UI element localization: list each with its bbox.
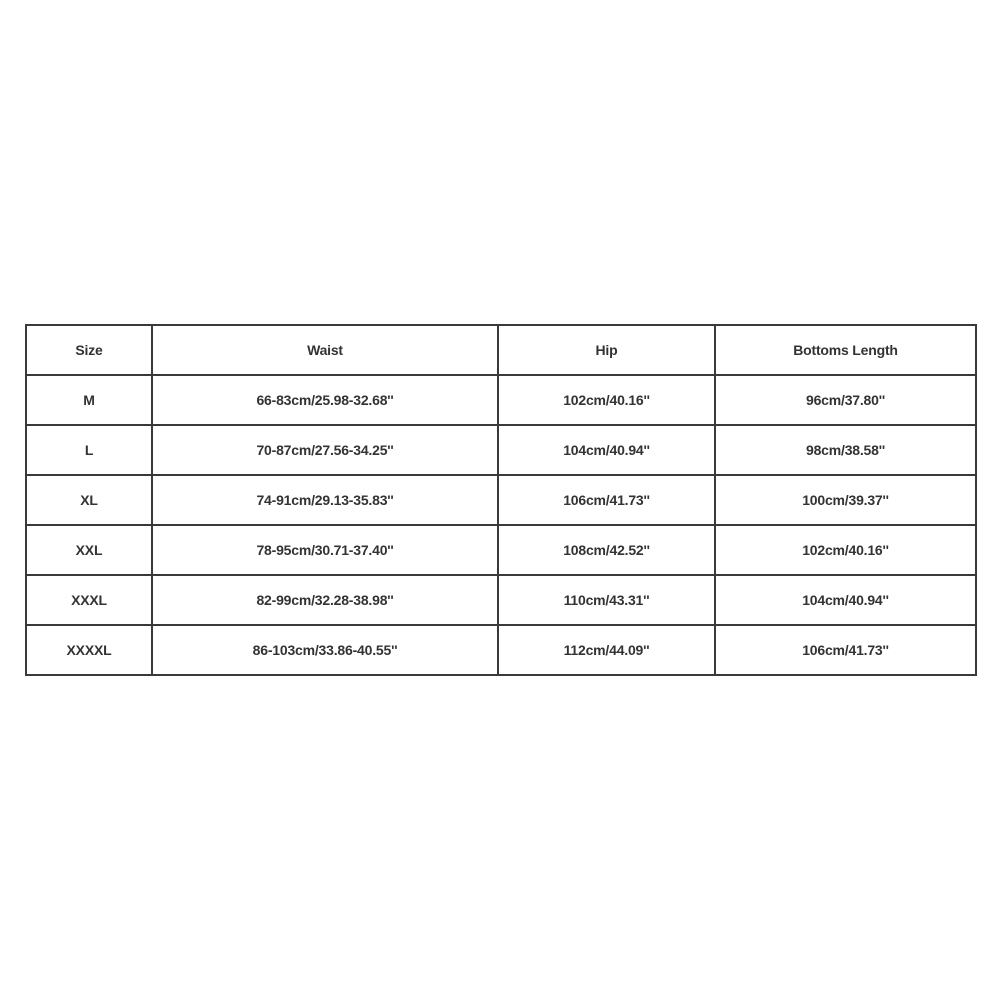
cell-bottoms-length: 96cm/37.80'' [715, 375, 976, 425]
cell-bottoms-length: 106cm/41.73'' [715, 625, 976, 675]
header-hip: Hip [498, 325, 715, 375]
cell-size: XXXXL [26, 625, 152, 675]
cell-hip: 104cm/40.94'' [498, 425, 715, 475]
table-row [26, 375, 976, 425]
header-waist: Waist [152, 325, 498, 375]
cell-hip: 112cm/44.09'' [498, 625, 715, 675]
header-bottoms-length: Bottoms Length [715, 325, 976, 375]
cell-bottoms-length: 104cm/40.94'' [715, 575, 976, 625]
table-row [26, 475, 976, 525]
table-row [26, 625, 976, 675]
cell-waist: 86-103cm/33.86-40.55'' [152, 625, 498, 675]
table-row [26, 575, 976, 625]
cell-size: XXL [26, 525, 152, 575]
cell-hip: 110cm/43.31'' [498, 575, 715, 625]
cell-waist: 74-91cm/29.13-35.83'' [152, 475, 498, 525]
header-size: Size [26, 325, 152, 375]
cell-waist: 70-87cm/27.56-34.25'' [152, 425, 498, 475]
table-row [26, 425, 976, 475]
cell-hip: 108cm/42.52'' [498, 525, 715, 575]
cell-size: XL [26, 475, 152, 525]
cell-bottoms-length: 98cm/38.58'' [715, 425, 976, 475]
cell-size: XXXL [26, 575, 152, 625]
cell-bottoms-length: 102cm/40.16'' [715, 525, 976, 575]
cell-hip: 102cm/40.16'' [498, 375, 715, 425]
cell-waist: 78-95cm/30.71-37.40'' [152, 525, 498, 575]
cell-bottoms-length: 100cm/39.37'' [715, 475, 976, 525]
cell-waist: 66-83cm/25.98-32.68'' [152, 375, 498, 425]
size-chart-table [25, 324, 977, 676]
table-row [26, 525, 976, 575]
cell-hip: 106cm/41.73'' [498, 475, 715, 525]
cell-size: M [26, 375, 152, 425]
header-row [26, 325, 976, 375]
cell-size: L [26, 425, 152, 475]
cell-waist: 82-99cm/32.28-38.98'' [152, 575, 498, 625]
